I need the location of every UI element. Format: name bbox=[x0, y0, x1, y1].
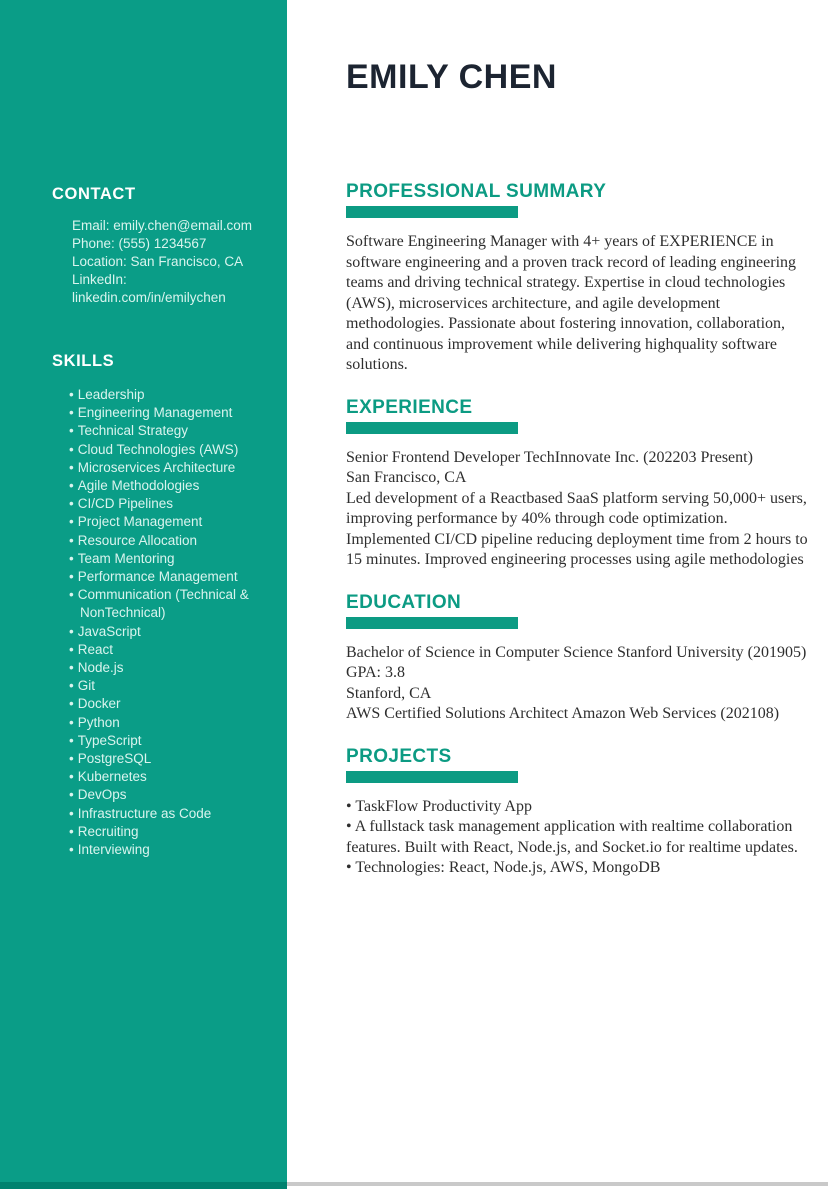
bullet-icon: • bbox=[69, 423, 74, 439]
bullet-icon: • bbox=[69, 678, 74, 694]
skill-item bbox=[69, 641, 273, 659]
bullet-icon: • bbox=[69, 387, 74, 402]
skill-item bbox=[69, 768, 273, 786]
bullet-icon: • bbox=[69, 587, 74, 603]
skill-label: Technical Strategy bbox=[77, 423, 189, 439]
bullet-icon: • bbox=[69, 805, 74, 821]
section-projects bbox=[346, 746, 810, 879]
bullet-icon: • bbox=[69, 823, 74, 839]
contact-line: linkedin.com/in/emilychen bbox=[72, 290, 226, 305]
skill-label: Leadership bbox=[77, 387, 145, 402]
skill-label: Node.js bbox=[77, 660, 124, 676]
section-underline-bar bbox=[346, 617, 518, 629]
bullet-icon: • bbox=[69, 623, 74, 639]
contact-section bbox=[52, 185, 273, 307]
bullet-icon: • bbox=[69, 696, 74, 712]
bullet-icon: • bbox=[69, 514, 74, 530]
skill-label: Communication (Technical & NonTechnical) bbox=[77, 587, 249, 621]
skill-item bbox=[69, 823, 273, 841]
bullet-icon: • bbox=[69, 496, 74, 512]
bullet-icon: • bbox=[69, 550, 74, 566]
skill-item bbox=[69, 422, 273, 440]
skill-label: Kubernetes bbox=[77, 769, 147, 785]
section-body bbox=[346, 448, 810, 571]
section-text-line: AWS Certified Solutions Architect Amazon Web Services (202108) bbox=[346, 705, 780, 722]
section-title: EXPERIENCE bbox=[346, 396, 473, 418]
bullet-icon: • bbox=[69, 787, 74, 803]
skill-item bbox=[69, 841, 273, 859]
bullet-icon: • bbox=[69, 732, 74, 748]
skill-item bbox=[69, 477, 273, 495]
bullet-icon: • bbox=[69, 714, 74, 730]
skill-label: PostgreSQL bbox=[77, 751, 152, 767]
bullet-icon: • bbox=[69, 569, 74, 585]
bullet-icon: • bbox=[69, 641, 74, 657]
section-text-line: Senior Frontend Developer TechInnovate Inc. (202203 Present) bbox=[346, 448, 753, 466]
skill-item bbox=[69, 568, 273, 586]
skill-item bbox=[69, 714, 273, 732]
contact-line: Email: emily.chen@email.com bbox=[72, 218, 253, 233]
skill-item bbox=[69, 532, 273, 550]
section-experience bbox=[346, 397, 810, 571]
section-underline-bar bbox=[346, 771, 518, 783]
skill-item bbox=[69, 659, 273, 677]
section-text-line: • A fullstack task management application with realtime collaboration features. Built with React, Node.js, and Socket.io for realtime updates. bbox=[346, 818, 798, 856]
skill-label: Engineering Management bbox=[77, 405, 233, 421]
section-professional-summary bbox=[346, 181, 810, 376]
skill-item bbox=[69, 677, 273, 695]
sections bbox=[346, 181, 810, 879]
resume-name: EMILY CHEN bbox=[346, 58, 557, 96]
section-title: PROFESSIONAL SUMMARY bbox=[346, 181, 607, 202]
skill-label: Agile Methodologies bbox=[77, 478, 200, 494]
section-text-line: • TaskFlow Productivity App bbox=[346, 797, 532, 815]
skill-label: CI/CD Pipelines bbox=[77, 496, 174, 512]
skills-section bbox=[52, 352, 273, 859]
skill-item bbox=[69, 586, 273, 622]
skill-item bbox=[69, 513, 273, 531]
section-body bbox=[346, 643, 810, 725]
skill-item bbox=[69, 750, 273, 768]
bullet-icon: • bbox=[69, 660, 74, 676]
section-title: EDUCATION bbox=[346, 591, 462, 613]
skill-item bbox=[69, 786, 273, 804]
bullet-icon: • bbox=[69, 478, 74, 494]
skill-item bbox=[69, 441, 273, 459]
bullet-icon: • bbox=[69, 532, 74, 548]
section-text-line: Led development of a Reactbased SaaS platform serving 50,000+ users, improving performance by 40% through code optimization. Implemented CI/CD pipeline reducing deployment time from 2 hours to 15 minutes. Improved engineering processes using agile methodologies bbox=[346, 489, 808, 568]
contact-list bbox=[52, 217, 273, 307]
bullet-icon: • bbox=[69, 441, 74, 457]
skill-item bbox=[69, 495, 273, 513]
section-text-line: Software Engineering Manager with 4+ years of EXPERIENCE in software engineering and a proven track record of leading engineering teams and driving technical strategy. Expertise in cloud technologies (AWS), microservices architecture, and agile development methodologies. Passionate about fostering innovation, collaboration, and continuous improvement while delivering highquality software solutions. bbox=[346, 233, 797, 373]
bullet-icon: • bbox=[69, 842, 74, 858]
page-bottom-edge-left bbox=[0, 1182, 287, 1189]
section-text-line: San Francisco, CA bbox=[346, 469, 467, 486]
section-text-line: Stanford, CA bbox=[346, 684, 432, 702]
skill-label: Interviewing bbox=[77, 842, 150, 858]
section-body bbox=[346, 232, 810, 376]
section-text-line: Bachelor of Science in Computer Science Stanford University (201905) bbox=[346, 643, 807, 661]
bullet-icon: • bbox=[69, 769, 74, 785]
section-underline-bar bbox=[346, 206, 518, 218]
skill-item bbox=[69, 732, 273, 750]
skill-label: Project Management bbox=[77, 514, 203, 530]
page-bottom-edge-right bbox=[287, 1182, 828, 1186]
contact-title: CONTACT bbox=[52, 185, 136, 203]
skill-item bbox=[69, 805, 273, 823]
skill-label: Docker bbox=[77, 696, 121, 712]
section-text-line: • Technologies: React, Node.js, AWS, MongoDB bbox=[346, 859, 661, 876]
sidebar bbox=[0, 0, 287, 1189]
skills-title: SKILLS bbox=[52, 352, 115, 370]
skill-item bbox=[69, 550, 273, 568]
contact-line: Phone: (555) 1234567 bbox=[72, 236, 207, 251]
contact-line: Location: San Francisco, CA bbox=[72, 254, 244, 269]
skill-label: Performance Management bbox=[77, 569, 238, 585]
section-title: PROJECTS bbox=[346, 745, 452, 767]
skill-item bbox=[69, 404, 273, 422]
bullet-icon: • bbox=[69, 751, 74, 767]
skill-item bbox=[69, 459, 273, 477]
contact-line: LinkedIn: bbox=[72, 272, 127, 287]
skill-label: Cloud Technologies (AWS) bbox=[77, 441, 239, 457]
bullet-icon: • bbox=[69, 459, 74, 475]
skill-label: Recruiting bbox=[77, 823, 139, 839]
skill-label: Microservices Architecture bbox=[77, 459, 236, 475]
skill-label: TypeScript bbox=[77, 732, 142, 748]
skill-label: Infrastructure as Code bbox=[77, 805, 212, 821]
skill-item bbox=[69, 623, 273, 641]
skill-label: Python bbox=[77, 714, 120, 730]
skill-item bbox=[69, 695, 273, 713]
section-underline-bar bbox=[346, 422, 518, 434]
skill-label: Resource Allocation bbox=[77, 532, 198, 548]
skill-item bbox=[69, 386, 273, 404]
skill-label: Team Mentoring bbox=[77, 550, 175, 566]
section-body bbox=[346, 797, 810, 879]
section-education bbox=[346, 592, 810, 725]
bullet-icon: • bbox=[69, 405, 74, 421]
section-text-line: GPA: 3.8 bbox=[346, 664, 405, 681]
skill-label: DevOps bbox=[77, 787, 127, 803]
skills-list bbox=[52, 386, 273, 859]
main-column bbox=[346, 0, 810, 879]
skill-label: JavaScript bbox=[77, 623, 141, 639]
skill-label: Git bbox=[77, 678, 95, 694]
skill-label: React bbox=[77, 641, 114, 657]
